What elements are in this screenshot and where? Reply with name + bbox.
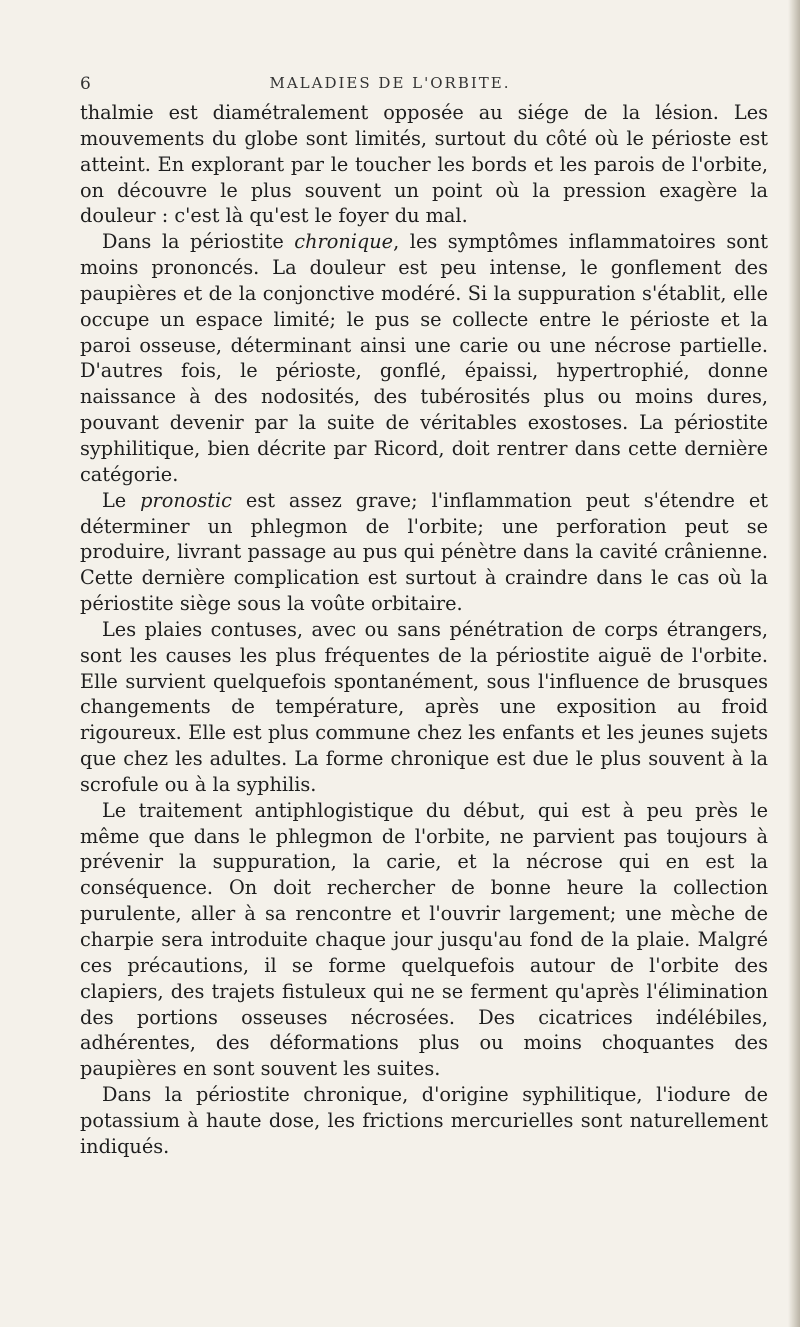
paragraph-continuation: thalmie est diamétralement opposée au siége de la lésion. Les mouvements du globe sont limités, surtout du côté où le périoste est atteint. En explorant par le toucher les bords et les parois de l'orbite, on découvre le plus souvent un point où la pression exagère la douleur : c'est là qu'est le foyer du mal.	[80, 101, 768, 228]
body-text	[80, 100, 768, 1160]
paragraph-chronic-body: , les symptômes inflammatoires sont moins prononcés. La douleur est peu intense, le gonflement des paupières et de la conjonctive modéré. Si la suppuration s'établit, elle occupe un espace limité; le pus se collecte entre le périoste et la paroi osseuse, déterminant ainsi une carie ou une nécrose partielle. D'autres fois, le périoste, gonflé, épaissi, hypertrophié, donne naissance à des nodosités, des tubérosités plus ou moins dures, pouvant devenir par la suite de véritables exostoses. La périostite syphilitique, bien décrite par Ricord, doit rentrer dans cette dernière catégorie.	[80, 230, 768, 486]
paragraph-prognosis	[80, 488, 768, 617]
paragraph-treatment: Le traitement antiphlogistique du début, qui est à peu près le même que dans le phlegmon de l'orbite, ne parvient pas toujours à prévenir la suppuration, la carie, et la nécrose qui en est la conséquence. On doit rechercher de bonne heure la collection purulente, aller à sa rencontre et l'ouvrir largement; une mèche de charpie sera introduite chaque jour jusqu'au fond de la plaie. Malgré ces précautions, il se forme quelquefois autour de l'orbite des clapiers, des trajets fistuleux qui ne se ferment qu'après l'élimination des portions osseuses nécrosées. Des cicatrices indélébiles, adhérentes, des déformations plus ou moins choquantes des paupières en sont souvent les suites.	[80, 798, 768, 1081]
page-edge-shadow	[788, 0, 800, 1327]
running-title: MALADIES DE L'ORBITE.	[269, 74, 511, 92]
paragraph-causes: Les plaies contuses, avec ou sans pénétration de corps étrangers, sont les causes les plus fréquentes de la périostite aiguë de l'orbite. Elle survient quelquefois spontanément, sous l'influence de brusques changements de température, après une exposition au froid rigoureux. Elle est plus commune chez les enfants et les jeunes sujets que chez les adultes. La forme chronique est due le plus souvent à la scrofule ou à la syphilis.	[80, 617, 768, 796]
paragraph-chronic-emphasis: chronique	[294, 230, 394, 254]
paragraph-prognosis-lead: Le	[102, 488, 141, 512]
paragraph-chronic-lead: Dans la périostite	[102, 230, 295, 254]
paragraph-chronic	[80, 229, 768, 487]
paragraph-prognosis-body: est assez grave; l'inflammation peut s'étendre et déterminer un phlegmon de l'orbite; une perforation peut se produire, livrant passage au pus qui pénètre dans la cavité crânienne. Cette dernière complication est surtout à craindre dans le cas où la périostite siège sous la voûte orbitaire.	[80, 488, 769, 616]
paragraph-chronic-treatment: Dans la périostite chronique, d'origine syphilitique, l'iodure de potassium à haute dose, les frictions mercurielles sont naturellement indiqués.	[80, 1083, 768, 1158]
page-number: 6	[80, 74, 91, 94]
page-header	[80, 70, 700, 96]
paragraph-prognosis-emphasis: pronostic	[140, 488, 232, 512]
